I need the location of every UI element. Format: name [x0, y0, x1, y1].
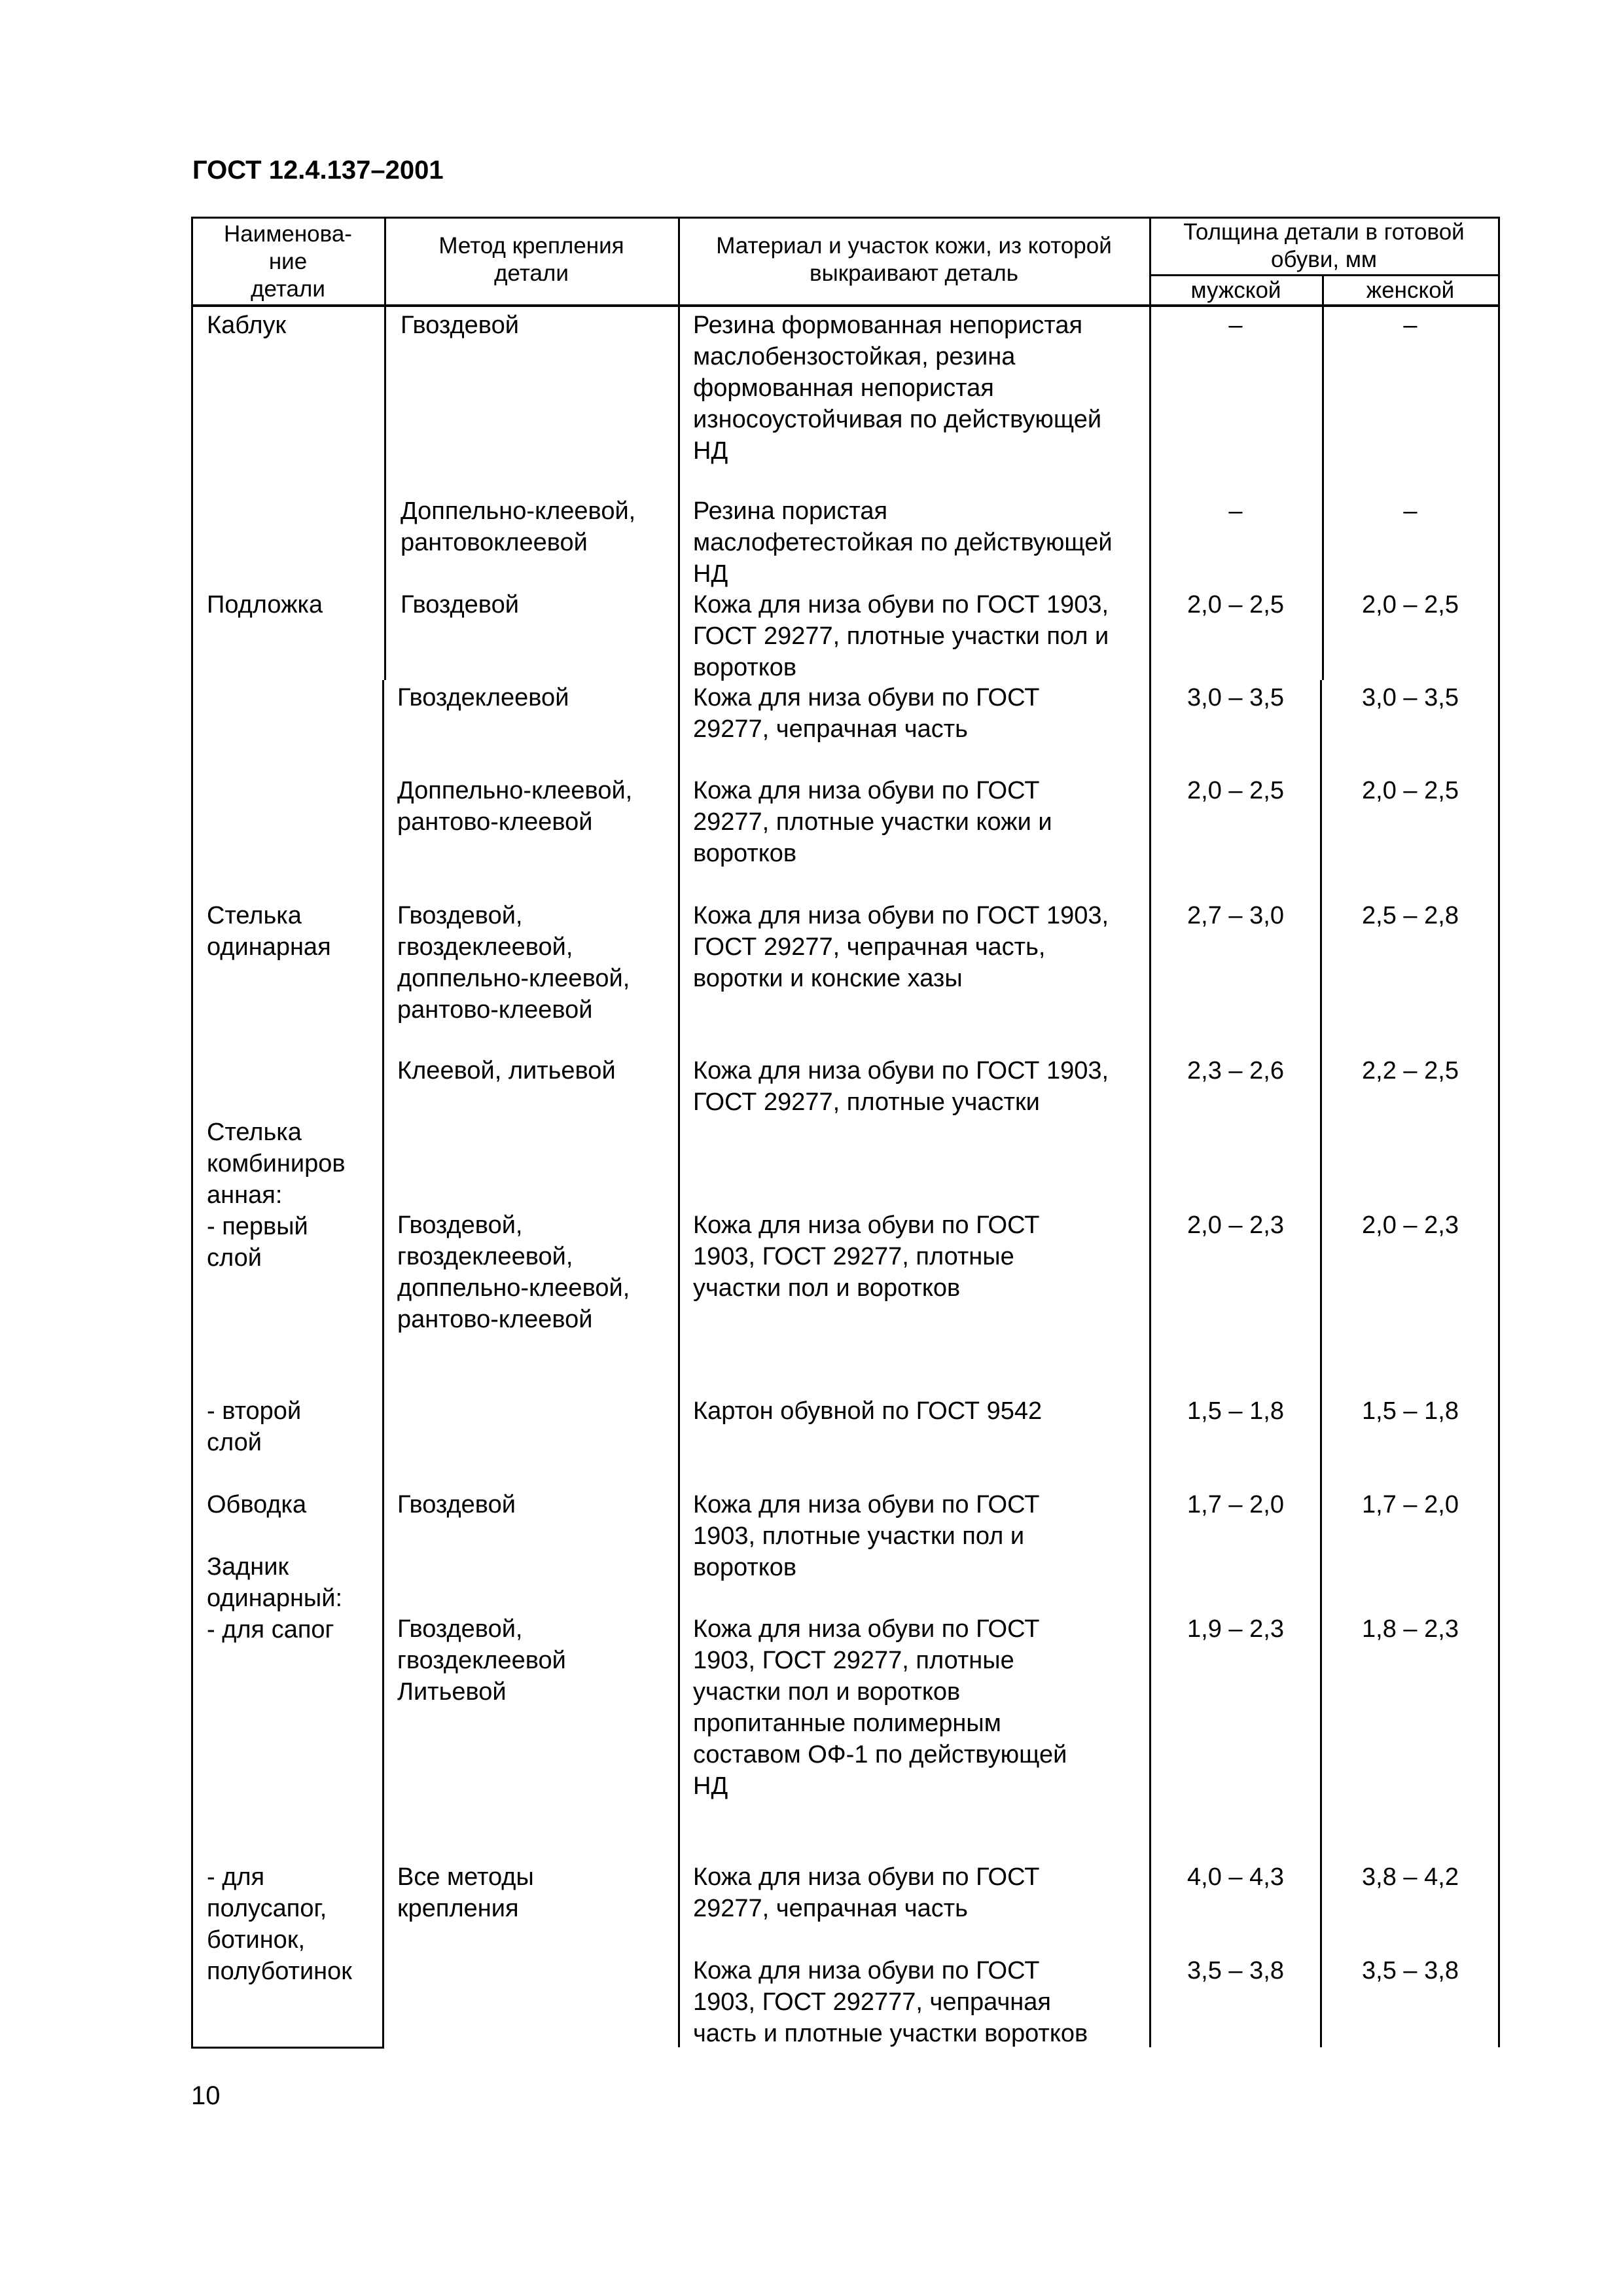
material-cell: Кожа для низа обуви по ГОСТ 1903, ГОСТ 29277, плотные участки [693, 1057, 1109, 1116]
thickness-female: 2,2 – 2,5 [1362, 1057, 1459, 1085]
header-bottom-border [191, 304, 1500, 307]
method-cell: Гвоздевой, гвоздеклеевой Литьевой [397, 1615, 566, 1706]
part-name-underlay: Подложка [207, 591, 323, 619]
table-right-border [1498, 217, 1500, 2047]
part-name-heel: Каблук [207, 312, 287, 339]
material-cell: Кожа для низа обуви по ГОСТ 1903, ГОСТ 292777, чепрачная часть и плотные участки воротков [693, 1957, 1088, 2047]
header-material: Материал и участок кожи, из которой выкраивают деталь [716, 233, 1112, 286]
method-column-divider [678, 217, 680, 2047]
material-cell: Кожа для низа обуви по ГОСТ 1903, ГОСТ 29277, чепрачная часть, воротки и конские хазы [693, 902, 1109, 992]
thickness-female: 3,0 – 3,5 [1362, 684, 1459, 711]
page-number: 10 [191, 2081, 221, 2110]
method-cell: Все методы крепления [397, 1863, 534, 1922]
header-thickness: Толщина детали в готовой обуви, мм [1183, 219, 1465, 272]
thickness-male: 1,5 – 1,8 [1187, 1397, 1284, 1425]
thickness-male: 2,0 – 2,3 [1187, 1211, 1284, 1239]
thickness-male: 2,0 – 2,5 [1187, 591, 1284, 619]
material-cell: Резина пористая маслофетестойкая по действующей НД [693, 497, 1113, 588]
material-column-divider [1149, 217, 1151, 2047]
thickness-male: 2,0 – 2,5 [1187, 777, 1284, 804]
header-method: Метод крепления детали [438, 233, 624, 286]
thickness-female: 3,8 – 4,2 [1362, 1863, 1459, 1891]
material-cell: Кожа для низа обуви по ГОСТ 1903, ГОСТ 29277, плотные участки пол и воротков [693, 591, 1109, 681]
thickness-female: 1,8 – 2,3 [1362, 1615, 1459, 1643]
thickness-female: 2,0 – 2,5 [1362, 591, 1459, 619]
header-female: женской [1366, 278, 1455, 303]
thickness-female: 2,5 – 2,8 [1362, 902, 1459, 929]
table-bottom-border [191, 2047, 384, 2049]
material-cell: Кожа для низа обуви по ГОСТ 1903, плотные участки пол и воротков [693, 1491, 1040, 1581]
method-cell: Доппельно-клеевой, рантово-клеевой [397, 777, 633, 836]
part-name-heel-counter-shoes: - для полусапог, ботинок, полуботинок [207, 1863, 352, 1985]
part-name-insole-combined: Стелька комбиниров анная: - первый слой [207, 1119, 346, 1272]
method-cell: Гвоздеклеевой [397, 684, 569, 711]
material-cell: Кожа для низа обуви по ГОСТ 1903, ГОСТ 29277, плотные участки пол и воротков пропитанные полимерным составом ОФ-1 по действующей НД [693, 1615, 1067, 1800]
thickness-female: 1,7 – 2,0 [1362, 1491, 1459, 1518]
material-cell: Картон обувной по ГОСТ 9542 [693, 1397, 1043, 1425]
thickness-female: 2,0 – 2,5 [1362, 777, 1459, 804]
material-cell: Кожа для низа обуви по ГОСТ 29277, чепрачная часть [693, 684, 1040, 743]
method-cell: Гвоздевой [401, 312, 519, 339]
thickness-male: 2,7 – 3,0 [1187, 902, 1284, 929]
thickness-female: – [1403, 497, 1418, 525]
name-column-divider [382, 680, 384, 2049]
material-cell: Кожа для низа обуви по ГОСТ 29277, чепрачная часть [693, 1863, 1040, 1922]
male-female-divider [1320, 680, 1322, 2047]
method-cell: Гвоздевой [401, 591, 519, 619]
thickness-male: 3,0 – 3,5 [1187, 684, 1284, 711]
method-cell: Гвоздевой, гвоздеклеевой, доппельно-клеевой, рантово-клеевой [397, 902, 630, 1024]
part-name-second-layer: - второй слой [207, 1397, 302, 1456]
material-cell: Кожа для низа обуви по ГОСТ 1903, ГОСТ 29277, плотные участки пол и воротков [693, 1211, 1040, 1302]
part-name-welt: Обводка [207, 1491, 307, 1518]
part-name-insole-single: Стелька одинарная [207, 902, 331, 961]
header-name: Наименова- ние детали [224, 221, 352, 302]
header-male: мужской [1190, 278, 1281, 303]
thickness-male: 1,9 – 2,3 [1187, 1615, 1284, 1643]
thickness-female: 1,5 – 1,8 [1362, 1397, 1459, 1425]
thickness-male: – [1228, 312, 1243, 339]
thickness-female: 3,5 – 3,8 [1362, 1957, 1459, 1984]
thickness-male: 4,0 – 4,3 [1187, 1863, 1284, 1891]
method-cell: Гвоздевой, гвоздеклеевой, доппельно-клеевой, рантово-клеевой [397, 1211, 630, 1333]
material-cell: Резина формованная непористая маслобензостойкая, резина формованная непористая износоустойчивая по действующей НД [693, 312, 1102, 465]
part-name-heel-counter: Задник одинарный: - для сапог [207, 1553, 343, 1643]
method-cell: Доппельно-клеевой, рантовоклеевой [401, 497, 636, 556]
thickness-male: 2,3 – 2,6 [1187, 1057, 1284, 1085]
thickness-subheader-divider [1149, 274, 1500, 276]
thickness-male: 3,5 – 3,8 [1187, 1957, 1284, 1984]
document-title: ГОСТ 12.4.137–2001 [192, 156, 444, 185]
thickness-female: 2,0 – 2,3 [1362, 1211, 1459, 1239]
thickness-female: – [1403, 312, 1418, 339]
thickness-male: – [1228, 497, 1243, 525]
method-cell: Гвоздевой [397, 1491, 516, 1518]
table-left-border [191, 217, 193, 2049]
thickness-male: 1,7 – 2,0 [1187, 1491, 1284, 1518]
material-cell: Кожа для низа обуви по ГОСТ 29277, плотные участки кожи и воротков [693, 777, 1052, 867]
method-cell: Клеевой, литьевой [397, 1057, 616, 1085]
